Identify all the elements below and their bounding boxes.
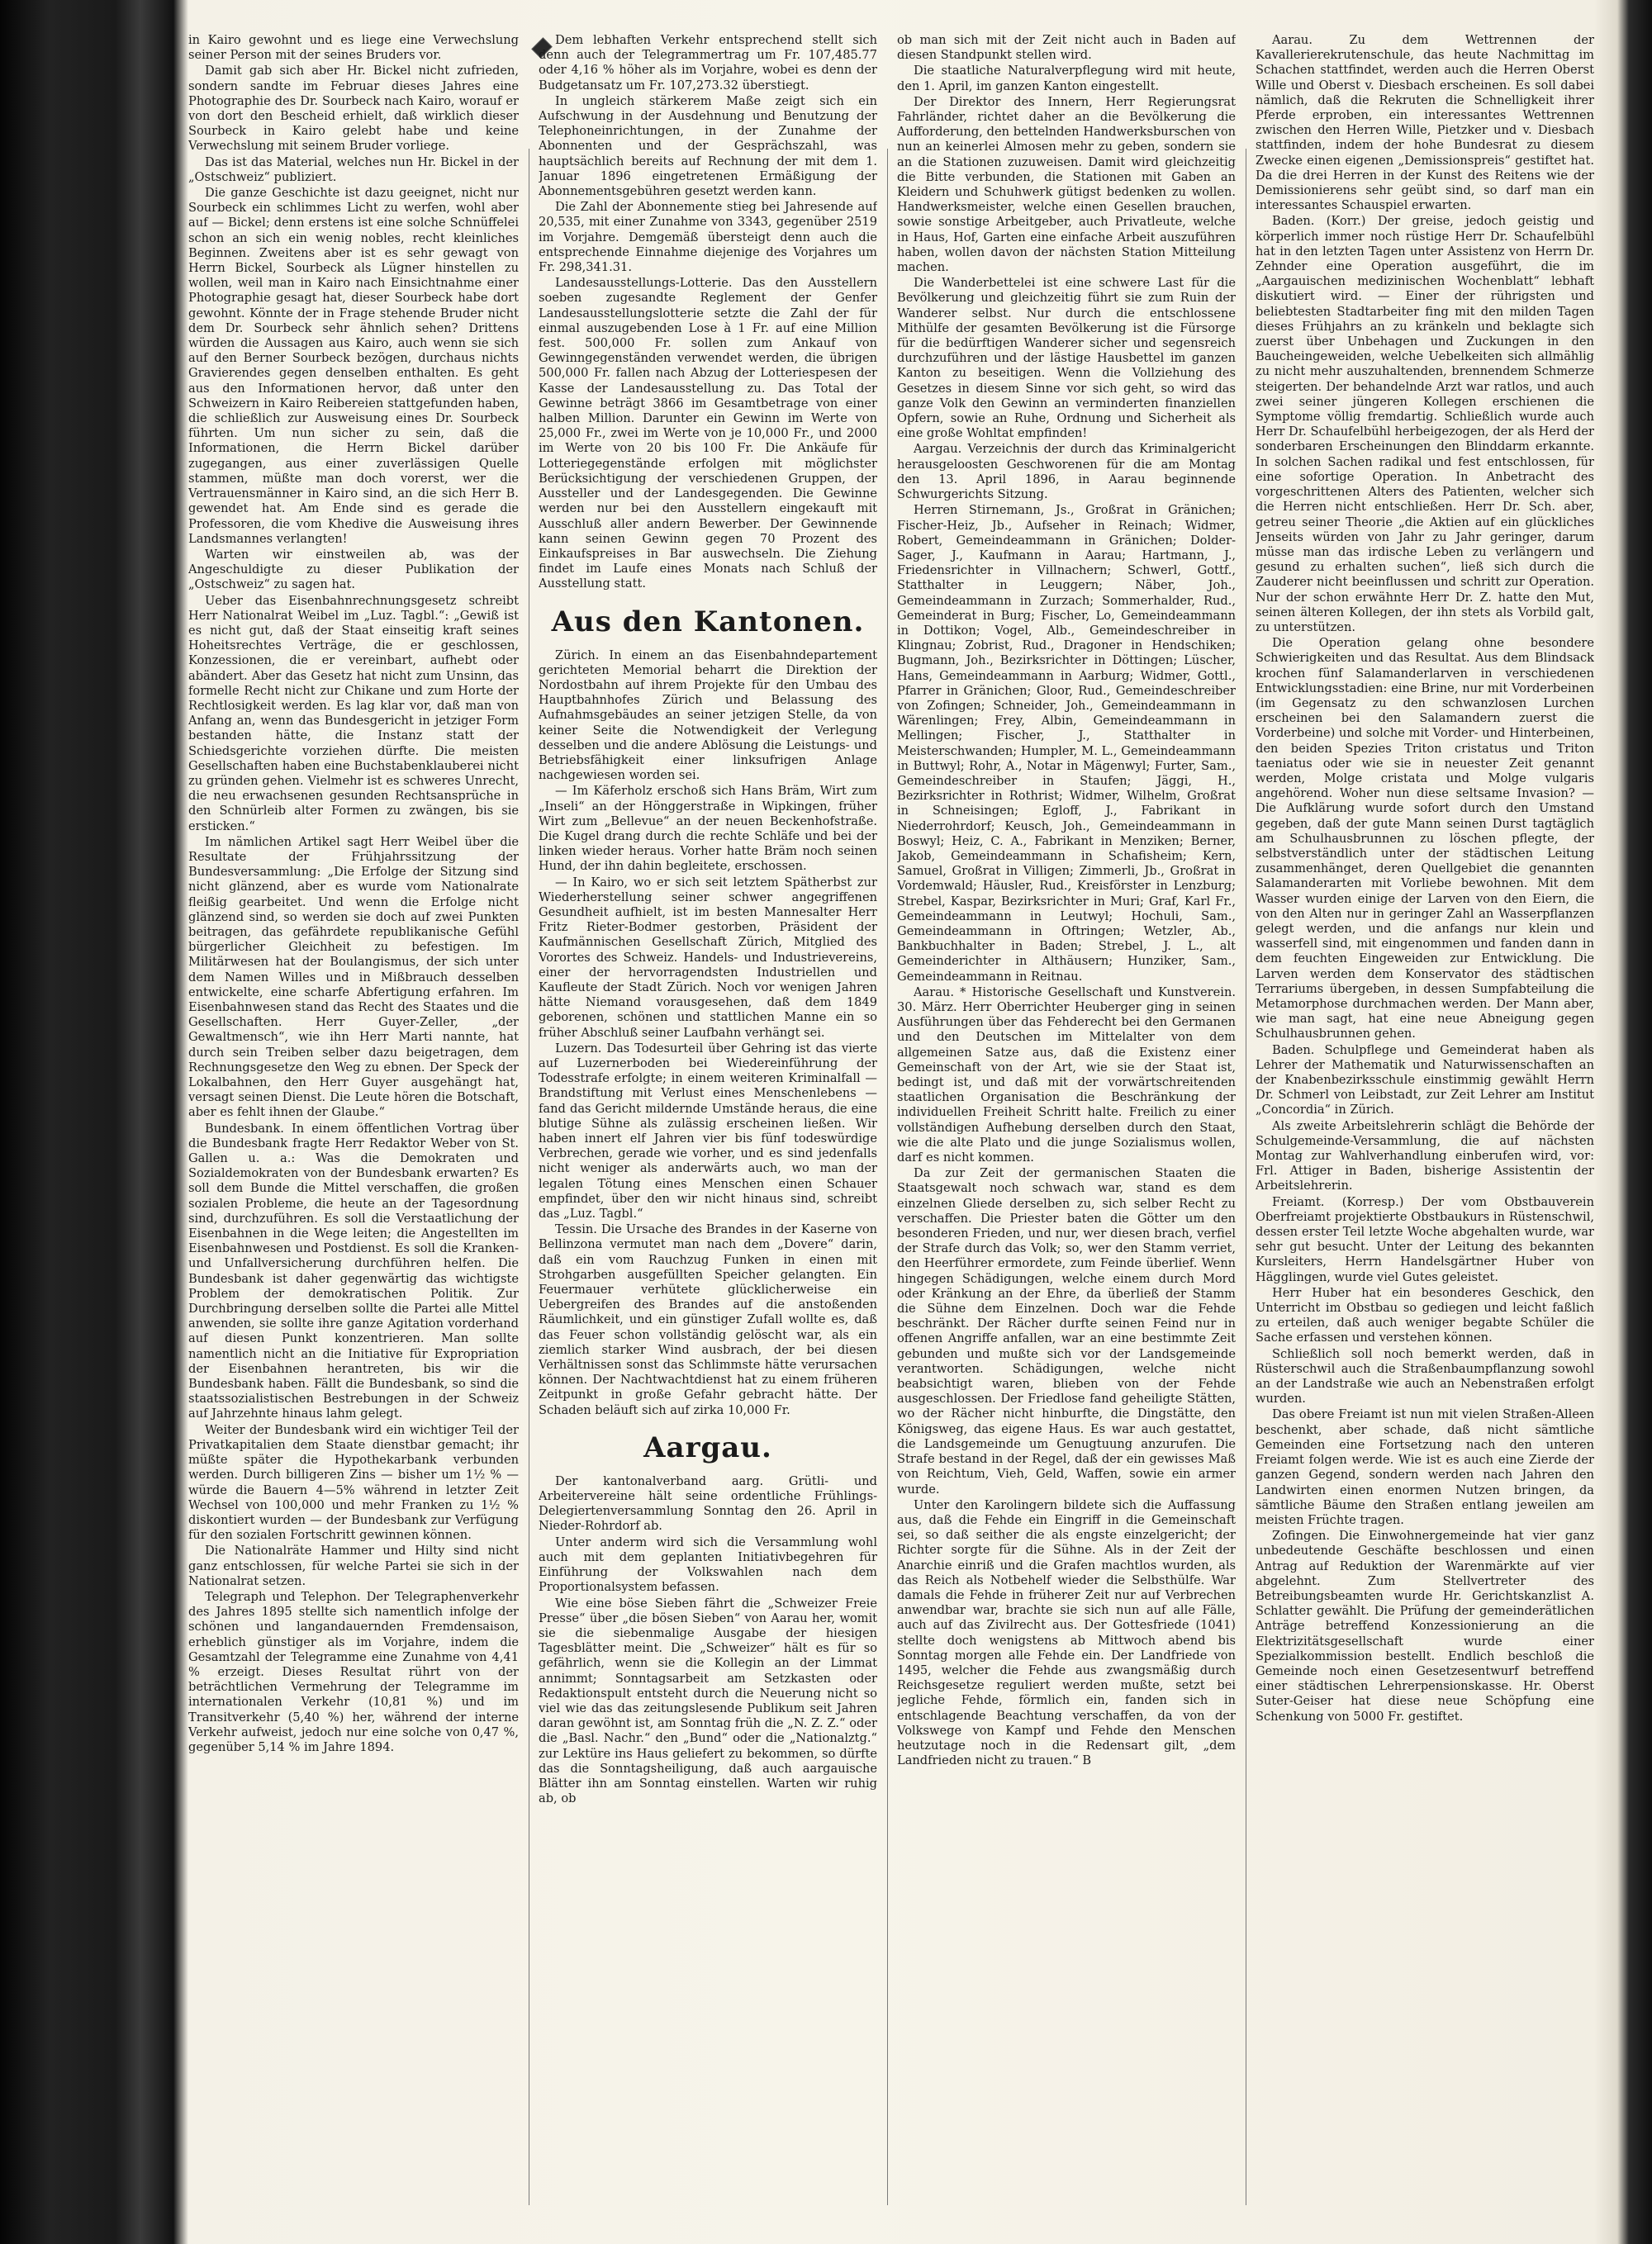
paragraph: Die Nationalräte Hammer und Hilty sind nicht ganz entschlossen, für welche Partei sie sich in der Nationalrat setzen. — [188, 1544, 519, 1588]
paragraph: — In Kairo, wo er sich seit letztem Spätherbst zur Wiederherstellung seiner schwer angegriffenen Gesundheit aufhielt, ist im besten Mannesalter Herr Fritz Rieter-Bodmer gestorben, Präsident der Kaufmännischen Gesellschaft Zürich, Mitglied des Vorortes des Schweiz. Handels- und Industrievereins, einer der hervorragendsten Industriellen und Kaufleute der Stadt Zürich. Noch vor wenigen Jahren hätte Niemand vorausgesehen, daß dem 1849 geborenen, schönen und stattlichen Manne ein so früher Abschluß seiner Laufbahn verhängt sei. — [539, 875, 877, 1040]
paragraph: Baden. (Korr.) Der greise, jedoch geistig und körperlich immer noch rüstige Herr Dr. Schaufelbühl hat in den letzten Tagen unter Assistenz von Herrn Dr. Zehnder eine Operation ausgeführt, die im „Aargauischen medizinischen Wochenblatt“ lebhaft diskutiert wird. — Einer der rührigsten und beliebtesten Stadtarbeiter fing mit den milden Tagen dieses Frühjahrs an zu kränkeln und beklagte sich zuerst über Unbehagen und Zuckungen in den Baucheingeweiden, welche Uebelkeiten sich allmählig zu nicht mehr auszuhaltenden, brennendem Schmerze steigerten. Der behandelnde Arzt war ratlos, und auch zwei seiner jüngeren Kollegen erschienen die Symptome völlig fremdartig. Schließlich wurde auch Herr Dr. Schaufelbühl herbeigezogen, der als Herd der sonderbaren Erscheinungen den Blinddarm erkannte. In solchen Sachen radikal und fest entschlossen, für eine sofortige Operation. In Anbetracht des vorgeschrittenen Alters des Patienten, welcher sich die Herren nicht entschließen. Herr Dr. Sch. aber, getreu seiner Theorie „die Aktien auf ein glückliches Jenseits würden von Jahr zu Jahr geringer, darum müsse man das irdische Leben zu verlängern und gesund zu erhalten suchen“, ließ sich durch die Zauderer nicht beeinflussen und schritt zur Operation. Nur der schon erwähnte Herr Dr. Z. hatte den Mut, seinen älteren Kollegen, der ihn stets als Vorbild galt, zu unterstützen. — [1256, 214, 1594, 634]
paragraph: Bundesbank. In einem öffentlichen Vortrag über die Bundesbank fragte Herr Redaktor Weber von St. Gallen u. a.: Was die Demokraten und Sozialdemokraten von der Bundesbank erwarten? Es soll dem Bunde die Mittel verschaffen, die großen sozialen Probleme, die heute an der Tagesordnung sind, durchzuführen. Es soll die Verstaatlichung der Eisenbahnen in die Wege leiten; die Angestellten im Eisenbahnwesen und Postdienst. Es soll die Kranken- und Unfallversicherung durchführen helfen. Die Bundesbank ist daher gegenwärtig das wichtigste Problem der demokratischen Politik. Zur Durchbringung derselben sollte die Partei alle Mittel anwenden, sie sollte ihre ganze Agitation vorderhand auf diesen Punkt konzentrieren. Man sollte namentlich nicht an die Initiative für Expropriation der Eisenbahnen herantreten, bis wir die Bundesbank haben. Fällt die Bundesbank, so sind die staatssozialistischen Bestrebungen in der Schweiz auf Jahrzehnte hinaus lahm gelegt. — [188, 1121, 519, 1421]
paragraph: Der kantonalverband aarg. Grütli- und Arbeitervereine hält seine ordentliche Frühlings-Delegiertenversammlung Sonntag den 26. April in Nieder-Rohrdorf ab. — [539, 1473, 877, 1534]
paragraph: Unter den Karolingern bildete sich die Auffassung aus, daß die Fehde ein Eingriff in die Gemeinschaft sei, so daß seither die als engste einzelgericht; der Richter sorgte für die Sühne. Als in der Zeit der Anarchie einriß und die Grafen machtlos wurden, als das Reich als Notbehelf wieder die Selbsthülfe. War damals die Fehde in früherer Zeit nur auf Verbrechen anwendbar war, brachte sie sich nun auf alle Fälle, auch auf das Zivilrecht aus. Der Gottesfriede (1041) stellte doch wenigstens ab Mittwoch abend bis Sonntag morgen alle Fehde ein. Der Landfriede von 1495, welcher die Fehde aus zwangsmäßig durch Reichsgesetze reguliert werden mußte, setzt bei jegliche Fehde, förmlich ein, fanden sich in entschlagende Beachtung verschaffen, da von der Volkswege von Kampf und Fehde den Menschen heutzutage noch in die Redensart gilt, „dem Landfrieden nicht zu trauen.“ B — [897, 1497, 1236, 1768]
paragraph: Telegraph und Telephon. Der Telegraphenverkehr des Jahres 1895 stellte sich namentlich infolge der schönen und langandauernden Fremdensaison, erheblich günstiger als im Vorjahre, indem die Gesamtzahl der Telegramme eine Zunahme von 4,41 % erzeigt. Dieses Resultat rührt von der beträchtlichen Vermehrung der Telegramme im internationalen Verkehr (10,81 %) und im Transitverkehr (5,40 %) her, während der interne Verkehr aufweist, jedoch nur eine solche von 0,47 %, gegenüber 5,14 % im Jahre 1894. — [188, 1589, 519, 1754]
paragraph: Weiter der Bundesbank wird ein wichtiger Teil der Privatkapitalien dem Staate dienstbar gemacht; ihr müßte später die Hypothekarbank verbunden werden. Durch billigeren Zins — bisher um 1½ % — würde die Bauern 4—5% während in letzter Zeit Wechsel von 100,000 und mehr Franken zu 1½ % diskontiert wurden — der Bundesbank zur Verfügung für den sozialen Fortschritt gewinnen können. — [188, 1422, 519, 1543]
paragraph: Die Zahl der Abonnemente stieg bei Jahresende auf 20,535, mit einer Zunahme von 3343, gegenüber 2519 im Vorjahre. Demgemäß übersteigt denn auch die entsprechende Einnahme diejenige des Vorjahres um Fr. 298,341.31. — [539, 200, 877, 275]
paragraph: Warten wir einstweilen ab, was der Angeschuldigte zu dieser Publikation der „Ostschweiz“ zu sagen hat. — [188, 547, 519, 592]
section-heading: Aus den Kantonen. — [551, 605, 865, 638]
column-3 — [897, 33, 1236, 2205]
paragraph: Wie eine böse Sieben fährt die „Schweizer Freie Presse“ über „die bösen Sieben“ von Aarau her, womit sie die siebenmalige Ausgabe der hiesigen Tagesblätter meint. Die „Schweizer“ hält es für so gefährlich, wenn sie die Kollegin an der Limmat annimmt; Sonntagsarbeit am Setzkasten oder Redaktionspult entsteht durch die Neuerung nicht so viel wie das das zeitungslesende Publikum seit Jahren daran gewöhnt ist, am Sonntag früh die „N. Z. Z.“ oder die „Basl. Nachr.“ den „Bund“ oder die „Nationalztg.“ zur Lektüre ins Haus geliefert zu bekommen, so dürfte das die Sonntagsheiligung, daß auch aargauische Blätter ihn am Sonntag einstellen. Warten wir ruhig ab, ob — [539, 1596, 877, 1806]
paragraph: Baden. Schulpflege und Gemeinderat haben als Lehrer der Mathematik und Naturwissenschaften an der Knabenbezirksschule einstimmig gewählt Herrn Dr. Schmerl von Leibstadt, zur Zeit Lehrer am Institut „Concordia“ in Zürich. — [1256, 1042, 1594, 1117]
paragraph: Aargau. Verzeichnis der durch das Kriminalgericht herausgeloosten Geschworenen für die am Montag den 13. April 1896, in Aarau beginnende Schwurgerichts Sitzung. — [897, 442, 1236, 502]
column-divider — [887, 149, 888, 2205]
column-2 — [539, 33, 877, 2205]
paragraph: Da zur Zeit der germanischen Staaten die Staatsgewalt noch schwach war, stand es dem einzelnen Gliede derselben zu, sich selber Recht zu verschaffen. Die Priester baten die Götter um den besonderen Frieden, und nur, wer diesen brach, verfiel der Strafe durch das Volk; so, wer den Stamm verriet, den Heerführer ermordete, zum Feinde überlief. Wenn hingegen Schädigungen, welche einem durch Mord oder Kränkung an der Ehre, da überließ der Stamm die Sühne dem Einzelnen. Doch war die Fehde beschränkt. Der Rächer durfte seinen Feind nur in offenen Angriffe anfallen, war an eine bestimmte Zeit gebunden und mußte sich vor der Landsgemeinde verantworten. Schädigungen, welche nicht beabsichtigt waren, blieben von der Fehde ausgeschlossen. Der Friedlose fand geheiligte Stätten, wo der Rächer nicht hinburfte, die Dingstätte, den Königsweg, das eigene Haus. Es war auch gestattet, die Landsgemeinde um Genugtuung anzurufen. Die Strafe bestand in der Regel, daß der ein gewisses Maß von Reichtum, Vieh, Geld, Waffen, sowie ein armer wurde. — [897, 1166, 1236, 1497]
paragraph: Die ganze Geschichte ist dazu geeignet, nicht nur Sourbeck ein schlimmes Licht zu werfen, wohl aber auf — Bickel; denn erstens ist eine solche Schnüffelei schon an sich ein wenig nobles, recht kleinliches Beginnen. Zweitens aber ist es sehr gewagt von Herrn Bickel, Sourbeck als Lügner hinstellen zu wollen, weil man in Kairo nach Einsichtnahme einer Photographie gesagt hat, dieser Sourbeck habe dort gewohnt. Könnte der in Frage stehende Bruder nicht dem Dr. Sourbeck sehr ähnlich sehen? Drittens würden die Aussagen aus Kairo, auch wenn sie sich auf den Berner Sourbeck bezögen, durchaus nichts Gravierendes gegen denselben enthalten. Es geht aus den Informationen hervor, daß unter den Schweizern in Kairo Reibereien stattgefunden haben, die schließlich zur Ausweisung eines Dr. Sourbeck führten. Um nun sicher zu sein, daß die Informationen, die Herrn Bickel darüber zugegangen, aus einer zuverlässigen Quelle stammen, müßte man doch vorerst, wer die Vertrauensmänner in Kairo sind, an die sich Herr B. gewendet hat. Am Ende sind es gerade die Professoren, die vom Khedive die Ausweisung ihres Landsmannes verlangten! — [188, 186, 519, 546]
paragraph: Tessin. Die Ursache des Brandes in der Kaserne von Bellinzona vermutet man nach dem „Dovere“ darin, daß ein vom Rauchzug Funken in einen mit Strohgarben ausgefüllten Speicher gelangten. Ein Feuermauer verhütete glücklicherweise ein Uebergreifen des Brandes auf die anstoßenden Räumlichkeit, und ein günstiger Zufall wollte es, daß das Feuer schon vollständig gelöscht war, als ein ziemlich starker Wind ausbrach, der bei diesen Verhältnissen sonst das Schlimmste hätte verursachen können. Der Nachtwachtdienst hat zu einem früheren Zeitpunkt in große Gefahr gebracht hätte. Der Schaden beläuft sich auf zirka 10,000 Fr. — [539, 1222, 877, 1417]
paragraph: Zofingen. Die Einwohnergemeinde hat vier ganz unbedeutende Geschäfte beschlossen und einen Antrag auf Reduktion der Warenmärkte auf vier abgelehnt. Zum Stellvertreter des Betreibungsbeamten wurde Hr. Gerichtskanzlist A. Schlatter gewählt. Die Prüfung der gemeinderätlichen Anträge betreffend Konzessionierung an die Elektrizitätsgesellschaft wurde einer Spezialkommission bestellt. Endlich beschloß die Gemeinde noch einen Gesetzesentwurf betreffend einer städtischen Lehrerpensionskasse. Hr. Oberst Suter-Geiser hat diese neue Schöpfung eine Schenkung von 5000 Fr. gestiftet. — [1256, 1529, 1594, 1724]
paragraph: Damit gab sich aber Hr. Bickel nicht zufrieden, sondern sandte im Februar dieses Jahres eine Photographie des Dr. Sourbeck nach Kairo, worauf er von dort den Bescheid erhielt, daß wirklich dieser Sourbeck in Kairo gelebt habe und keine Verwechslung mit seinem Bruder vorliege. — [188, 64, 519, 154]
paragraph: Dem lebhaften Verkehr entsprechend stellt sich denn auch der Telegrammertrag um Fr. 107,485.77 oder 4,16 % höher als im Vorjahre, wobei es denn der Budgetansatz um Fr. 107,273.32 überstiegt. — [539, 33, 877, 93]
paragraph: Landesausstellungs-Lotterie. Das den Ausstellern soeben zugesandte Reglement der Genfer Landesausstellungslotterie setzte die Zahl der für einmal auszugebenden Lose à 1 Fr. auf eine Million fest. 500,000 Fr. sollen zum Ankauf von Gewinngegenständen verwendet werden, die übrigen 500,000 Fr. fallen nach Abzug der Lotteriespesen der Kasse der Landesausstellung zu. Das Total der Gewinne beträgt 3866 im Gesamtbetrage von einer halben Million. Darunter ein Gewinn im Werte von 25,000 Fr., zwei im Werte von je 10,000 Fr., und 2000 im Werte von 20 bis 100 Fr. Die Ankäufe für Lotteriegegenstände erfolgen mit möglichster Berücksichtigung der verschiedenen Gruppen, der Aussteller und der Landesgegenden. Die Gewinne werden nur bei den Ausstellern eingekauft mit Ausschluß aller andern Bewerber. Der Gewinnende kann seinen Gewinn gegen 70 Prozent des Einkaufspreises in Bar auswechseln. Die Ziehung findet im Laufe eines Monats nach Schluß der Ausstellung statt. — [539, 276, 877, 591]
paragraph: Unter anderm wird sich die Versammlung wohl auch mit dem geplanten Initiativbegehren für Einführung der Volkswahlen nach dem Proportionalsystem befassen. — [539, 1535, 877, 1595]
paragraph: — Im Käferholz erschoß sich Hans Bräm, Wirt zum „Inseli“ an der Hönggerstraße in Wipkingen, früher Wirt zum „Bellevue“ an der neuen Beckenhofstraße. Die Kugel drang durch die rechte Schläfe und bei der linken wieder heraus. Vorher hatte Bräm noch seinen Hund, der ihn dahin begleitete, erschossen. — [539, 784, 877, 874]
paragraph: Schließlich soll noch bemerkt werden, daß in Rüsterschwil auch die Straßenbaumpflanzung sowohl an der Landstraße wie auch an Nebenstraßen erfolgt wurden. — [1256, 1346, 1594, 1407]
paragraph: in Kairo gewohnt und es liege eine Verwechslung seiner Person mit der seines Bruders vor. — [188, 33, 519, 63]
section-heading: Aargau. — [643, 1430, 772, 1464]
paragraph: Freiamt. (Korresp.) Der vom Obstbauverein Oberfreiamt projektierte Obstbaukurs in Rüstenschwil, dessen erster Teil letzte Woche abgehalten wurde, war sehr gut besucht. Unter der Leitung des bekannten Kursleiters, Herrn Handelsgärtner Huber von Hägglingen, wurde viel Gutes geleistet. — [1256, 1194, 1594, 1284]
paragraph: Herr Huber hat ein besonderes Geschick, den Unterricht im Obstbau so gediegen und leicht faßlich zu erteilen, daß auch weniger begabte Schüler die Sache erfassen und verstehen können. — [1256, 1285, 1594, 1345]
paragraph: Im nämlichen Artikel sagt Herr Weibel über die Resultate der Frühjahrssitzung der Bundesversammlung: „Die Erfolge der Sitzung sind nicht glänzend, aber es wurde vom Nationalrate fleißig gearbeitet. Und wenn die Erfolge nicht glänzend sind, so werden sie doch auf zwei Punkten beitragen, das gefährdete republikanische Gefühl bürgerlicher Gleichheit zu befestigen. Im Militärwesen hat der Boulangismus, der sich unter dem Namen Willes und in Mißbrauch desselben entwickelte, eine scharfe Abfertigung erfahren. Im Eisenbahnwesen stand das Recht des Staates und die Gesellschaften. Herr Guyer-Zeller, „der Gewaltmensch“, wie ihn Herr Marti nannte, hat durch sein Treiben selber dazu beigetragen, dem Rechnungsgesetze den Weg zu ebnen. Der Speck der Lokalbahnen, den Herr Guyer ausgehängt hat, versagt seinen Dienst. Die Leute hören die Botschaft, aber es fehlt ihnen der Glaube.“ — [188, 834, 519, 1120]
paragraph: Aarau. Zu dem Wettrennen der Kavallerierekrutenschule, das heute Nachmittag im Schachen stattfindet, werden auch die Herren Oberst Wille und Oberst v. Diesbach erscheinen. Es soll dabei nämlich, daß die Rekruten die Schnelligkeit ihrer Pferde erproben, ein interessantes Wettrennen zwischen den Herren Wille, Pietzker und v. Diesbach stattfinden, indem der hohe Bundesrat zu diesem Zwecke einen eigenen „Demissionspreis“ gestiftet hat. Da die drei Herren in der Kunst des Reitens wie der Demissionierens sehr geübt sind, so darf man ein interessantes Schauspiel erwarten. — [1256, 33, 1594, 213]
paragraph: Das obere Freiamt ist nun mit vielen Straßen-Alleen beschenkt, aber schade, daß nicht sämtliche Gemeinden eine Fortsetzung nach den unteren Freiamt folgen werde. Wie ist es auch eine Zierde der ganzen Gegend, sondern werden nach Jahren den Landwirten einen enormen Nutzen bringen, da sämtliche Bäume den Straßen entlang jeweilen am meisten Früchte tragen. — [1256, 1407, 1594, 1527]
paragraph: Die Wanderbettelei ist eine schwere Last für die Bevölkerung und gleichzeitig führt sie zum Ruin der Wanderer selbst. Nur durch die entschlossene Mithülfe der gesamten Bevölkerung ist die Fürsorge für die bedürftigen Wanderer sicher und segensreich durchzuführen und der lästige Hausbettel im ganzen Kanton zu beseitigen. Wenn die Vollziehung des Gesetzes in diesem Sinne vor sich geht, so wird das ganze Volk den Gewinn an verminderten finanziellen Opfern, sowie an Ruhe, Ordnung und Sicherheit als eine große Wohltat empfinden! — [897, 276, 1236, 441]
paragraph: Der Direktor des Innern, Herr Regierungsrat Fahrländer, richtet daher an die Bevölkerung die Aufforderung, den bettelnden Handwerksburschen von nun an keinerlei Almosen mehr zu geben, sondern sie an die Stationen zuzuweisen. Damit wird gleichzeitig die Bitte verbunden, die Stationen mit Gaben an Kleidern und Schuhwerk gütigst bedenken zu wollen. Handwerksmeister, welche einen Gesellen brauchen, sowie sonstige Arbeitgeber, auch Privatleute, welche in Haus, Hof, Garten eine einfache Arbeit auszuführen haben, wollen davon der nächsten Station Mitteilung machen. — [897, 94, 1236, 275]
paragraph: Das ist das Material, welches nun Hr. Bickel in der „Ostschweiz“ publiziert. — [188, 154, 519, 184]
paragraph: Die staatliche Naturalverpflegung wird mit heute, den 1. April, im ganzen Kanton eingestellt. — [897, 64, 1236, 93]
column-1 — [188, 33, 519, 2205]
paragraph: Ueber das Eisenbahnrechnungsgesetz schreibt Herr Nationalrat Weibel im „Luz. Tagbl.“: „Gewiß ist es nicht gut, daß der Staat einseitig kraft seines Hoheitsrechtes Verträge, die er geschlossen, Konzessionen, die er vereinbart, aufhebt oder abändert. Aber das Gesetz hat nicht zum Unsinn, das formelle Recht nicht zur Chikane und zum Horte der Rechtlosigkeit werden. Es lag klar vor, daß man von Anfang an, wenn das Bundesgericht in jetziger Form bestanden hätte, die Instanz statt der Schiedsgerichte vorziehen dürfte. Die meisten Gesellschaften haben eine Buchstabenklauberei nicht zu gründen gehen. Vielmehr ist es schweres Unrecht, die neu erwachsenen gesunden Rechtsansprüche in den Schnürleib alter Formen zu zwängen, bis sie ersticken.“ — [188, 593, 519, 833]
paragraph: Herren Stirnemann, Js., Großrat in Gränichen; Fischer-Heiz, Jb., Aufseher in Reinach; Widmer, Robert, Gemeindeammann in Gränichen; Dolder-Sager, J., Kaufmann in Aarau; Hartmann, J., Friedensrichter in Villnachern; Schwerl, Gottf., Statthalter in Leuggern; Näber, Joh., Gemeindeammann in Zurzach; Sommerhalder, Rud., Gemeinderat in Burg; Fischer, Lo, Gemeindeammann in Dottikon; Vogel, Alb., Gemeindeschreiber in Klingnau; Zobrist, Rud., Dragoner in Hendschiken; Bugmann, Joh., Bezirksrichter in Döttingen; Lüscher, Hans, Gemeindeammann in Aarburg; Widmer, Gottl., Pfarrer in Gränichen; Gloor, Rud., Gemeindeschreiber von Zofingen; Schneider, Joh., Gemeindeammann in Wärenlingen; Frey, Albin, Gemeindeammann in Mellingen; Fischer, J., Statthalter in Meisterschwanden; Humpler, M. L., Gemeindeammann in Buttwyl; Rohr, A., Notar in Mägenwyl; Furter, Sam., Gemeindeschreiber in Staufen; Jäggi, H., Bezirksrichter in Rothrist; Widmer, Wilhelm, Großrat in Schneisingen; Egloff, J., Fabrikant in Niederrohrdorf; Keusch, Joh., Gemeindeammann in Boswyl; Heiz, C. A., Fabrikant in Menziken; Berner, Jakob, Gemeindeammann in Schafisheim; Kern, Samuel, Großrat in Villigen; Zimmerli, Jb., Großrat in Vordemwald; Häusler, Rud., Kreisförster in Lenzburg; Strebel, Kaspar, Bezirksrichter in Muri; Graf, Karl Fr., Gemeindeammann in Leutwyl; Hochuli, Sam., Gemeindeammann in Oftringen; Wetzler, Ab., Bankbuchhalter in Baden; Strebel, J. L., alt Gemeinderichter in Althäusern; Hunziker, Sam., Gemeindeammann in Reitnau. — [897, 503, 1236, 984]
paragraph: Als zweite Arbeitslehrerin schlägt die Behörde der Schulgemeinde-Versammlung, die auf nächsten Montag zur Wahlverhandlung einberufen wird, vor: Frl. Attiger in Baden, bisherige Assistentin der Arbeitslehrerin. — [1256, 1118, 1594, 1193]
paragraph: Die Operation gelang ohne besondere Schwierigkeiten und das Resultat. Aus dem Blindsack krochen fünf Salamanderlarven in verschiedenen Entwicklungsstadien: eine Brine, nur mit Vorderbeinen (im Gegensatz zu den schwanzlosen Lurchen erscheinen bei den Salamandern zuerst die Vorderbeine) und solche mit Vorder- und Hinterbeinen, den beiden Spezies Triton cristatus und Triton taeniatus oder wie sie in neuester Zeit genannt werden, Molge cristata und Molge vulgaris angehörend. Woher nun diese seltsame Invasion? — Die Aufklärung wurde sofort durch den Umstand gegeben, daß der gute Mann seinen Durst tagtäglich am Schulhausbrunnen zu löschen pflegte, der selbstverständlich unter der städtischen Leitung zusammenhänget, deren Quellgebiet die genannten Salamanderarten mit Vorliebe bewohnen. Mit dem Wasser wurden einige der Larven von den Eiern, die von den Alten nur in geringer Zahl an Wasserpflanzen gelegt werden, und die anfangs nur klein und wasserfell sind, mit eingenommen und fanden dann in dem feuchten Eingeweiden zur Entwicklung. Die Larven werden dem Konservator des städtischen Terrariums übergeben, in dessen Sumpfabteilung die Metamorphose durchmachen werden. Der Mann aber, wie man sagt, hat eine neue Abneigung gegen Schulhausbrunnen gehen. — [1256, 636, 1594, 1041]
paragraph: Aarau. * Historische Gesellschaft und Kunstverein. 30. März. Herr Oberrichter Heuberger ging in seinen Ausführungen über das Fehderecht bei den Germanen und den Deutschen im Mittelalter von dem allgemeinen Satze aus, daß die Existenz einer Gemeinschaft von der Art, wie sie der Staat ist, bedingt ist, und daß mit der vorwärtschreitenden staatlichen Organisation die Beschränkung der individuellen Freiheit Schritt halte. Freilich zu einer vollständigen Aufhebung derselben durch den Staat, wie die alte Plato und die junge Sozialismus wollen, darf es nicht kommen. — [897, 984, 1236, 1165]
newspaper-page — [188, 33, 1617, 2222]
paragraph: In ungleich stärkerem Maße zeigt sich ein Aufschwung in der Ausdehnung und Benutzung der Telephoneinrichtungen, in der Zunahme der Abonnenten und der Gesprächszahl, was hauptsächlich bereits auf Rechnung der mit dem 1. Januar 1896 eingetretenen Ermäßigung der Abonnementsgebühren gesetzt werden kann. — [539, 93, 877, 199]
paragraph: ob man sich mit der Zeit nicht auch in Baden auf diesen Standpunkt stellen wird. — [897, 33, 1236, 63]
paragraph: Luzern. Das Todesurteil über Gehring ist das vierte auf Luzernerboden bei Wiedereinführung der Todesstrafe erfolgte; in einem weiteren Kriminalfall — Brandstiftung mit Verlust eines Menschenlebens — fand das Gericht mildernde Umstände heraus, die eine blutige Sühne als zulässig erscheinen ließen. Wir haben innert elf Jahren vier bis fünf todeswürdige Verbrechen, gerade wie vorher, und es sind jedenfalls nicht weniger als anderwärts auch, wo man der legalen Tötung eines Menschen einen Schauer empfindet, über den wir nicht hinaus sind, schreibt das „Luz. Tagbl.“ — [539, 1041, 877, 1222]
column-4 — [1256, 33, 1594, 2205]
paragraph: Zürich. In einem an das Eisenbahndepartement gerichteten Memorial beharrt die Direktion der Nordostbahn auf ihrem Projekte für den Umbau des Hauptbahnhofes Zürich und Belassung des Aufnahmsgebäudes an seiner jetzigen Stelle, da von keiner Seite die Notwendigkeit der Verlegung desselben und die andere Ablösung die Leistungs- und Betriebsfähigkeit einer linksufrigen Anlage nachgewiesen worden sei. — [539, 648, 877, 783]
